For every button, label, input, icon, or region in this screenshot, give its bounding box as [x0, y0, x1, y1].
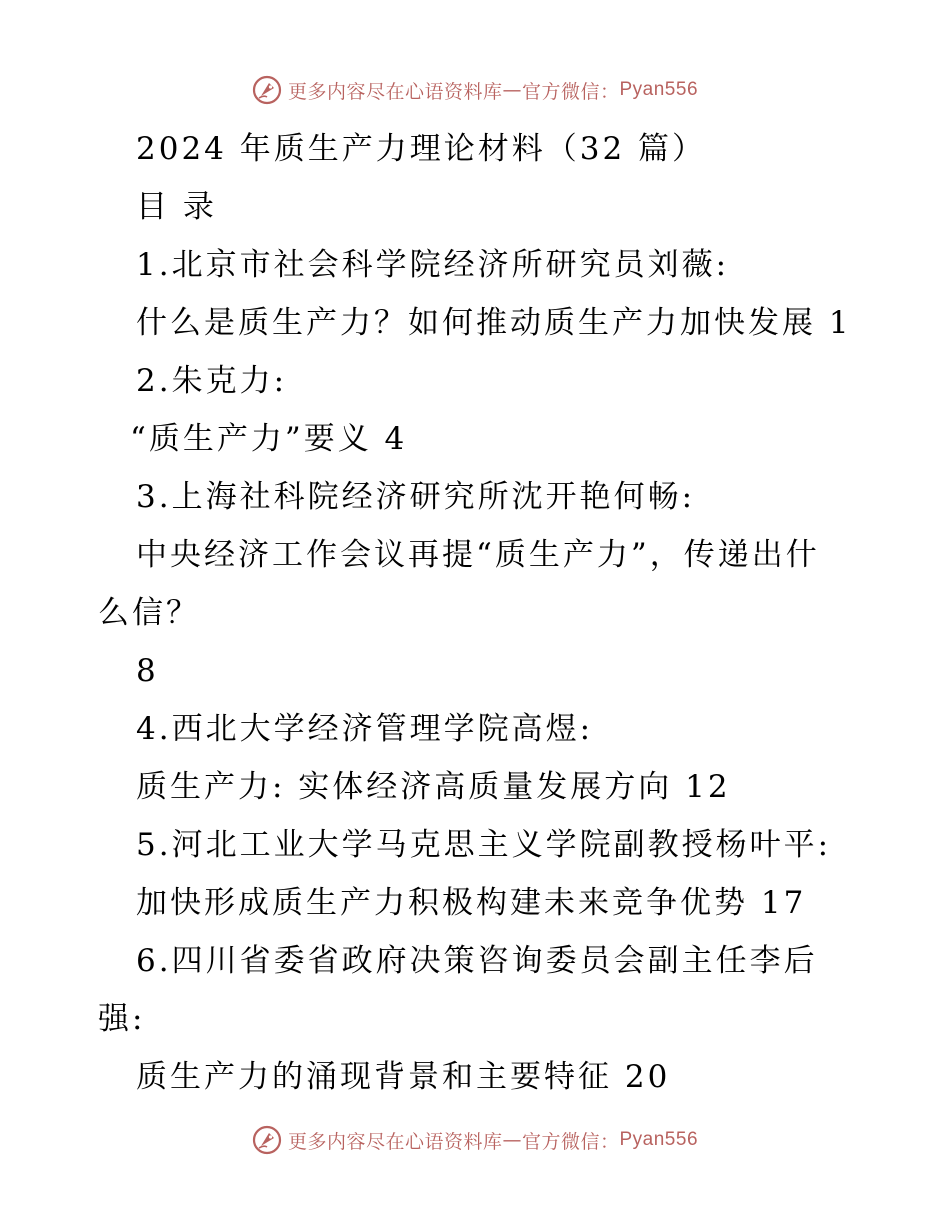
toc-entry-3-page: 8 — [136, 653, 159, 689]
toc-entry-1-author: 1.北京市社会科学院经济所研究员刘薇: — [136, 247, 730, 283]
footer-watermark — [0, 1120, 950, 1160]
toc-entry-4-title: 质生产力: 实体经济高质量发展方向 12 — [136, 769, 731, 805]
toc-entry-6-title: 质生产力的涌现背景和主要特征 20 — [136, 1059, 671, 1095]
pen-nib-logo-icon — [252, 75, 282, 105]
watermark-suffix-text: 官方微信： — [521, 80, 620, 103]
toc-entry-6-author-continued: 强: — [98, 1001, 146, 1037]
toc-entry-2-title: “质生产力”要义 4 — [130, 421, 408, 457]
watermark-dash: — — [502, 1129, 522, 1151]
toc-entry-1-title: 什么是质生产力？如何推动质生产力加快发展 1 — [136, 305, 852, 341]
toc-entry-3-title: 中央经济工作会议再提“质生产力”，传递出什 — [136, 537, 820, 573]
header-watermark — [0, 70, 950, 110]
toc-entry-4-author: 4.西北大学经济管理学院高煜: — [136, 711, 594, 747]
toc-entry-2-author: 2.朱克力: — [136, 363, 288, 399]
toc-entry-6-author: 6.四川省委省政府决策咨询委员会副主任李后 — [136, 943, 818, 979]
toc-entry-5-title: 加快形成质生产力积极构建未来竞争优势 17 — [136, 885, 807, 921]
watermark-dash: — — [502, 79, 522, 101]
toc-heading: 目 录 — [136, 189, 217, 225]
watermark-main-text: 更多内容尽在心语资料库 — [287, 80, 503, 103]
toc-entry-3-author: 3.上海社科院经济研究所沈开艳何畅: — [136, 479, 696, 515]
watermark-suffix-text: 官方微信： — [521, 1130, 620, 1153]
watermark-id-text: Pyan556 — [619, 79, 699, 100]
toc-entry-5-author: 5.河北工业大学马克思主义学院副教授杨叶平: — [136, 827, 832, 863]
watermark-main-text: 更多内容尽在心语资料库 — [287, 1130, 503, 1153]
document-title: 2024 年质生产力理论材料（32 篇） — [136, 131, 707, 167]
pen-nib-logo-icon — [252, 1125, 282, 1155]
watermark-id-text: Pyan556 — [619, 1129, 699, 1150]
toc-entry-3-title-continued: 么信？ — [98, 595, 200, 631]
document-body — [98, 120, 858, 1106]
